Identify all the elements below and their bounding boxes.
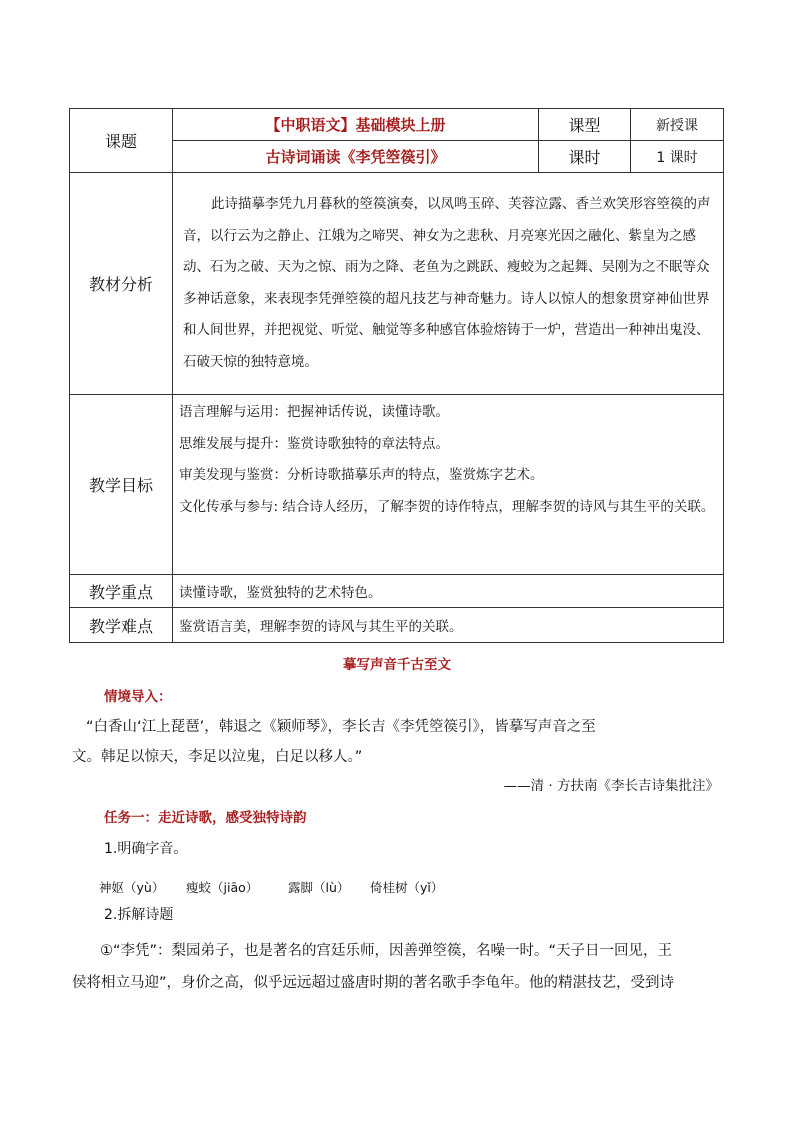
analysis-cell (173, 173, 724, 395)
title-line-1: 【中职语文】基础模块上册 (173, 109, 539, 141)
type-label: 课型 (539, 109, 631, 141)
goal-item: 思维发展与提升：鉴赏诗歌独特的章法特点。 (179, 435, 449, 452)
difficulty-text: 鉴赏语言美，理解李贺的诗风与其生平的关联。 (173, 608, 724, 643)
goals-label: 教学目标 (70, 395, 173, 575)
para-line-2: 侯将相立马迎”，身价之高，似乎远远超过盛唐时期的著名歌手李龟年。他的精湛技艺，受到诗 (72, 975, 675, 991)
pinyin-item: 露脚（lù） (288, 880, 350, 895)
task1-heading: 任务一：走近诗歌，感受独特诗韵 (104, 810, 307, 826)
goals-cell (173, 395, 724, 575)
intro-quote-line-2: 文。韩足以惊天，李足以泣鬼，白足以移人。” (72, 749, 363, 765)
keti-label: 课题 (70, 109, 173, 173)
goal-item: 语言理解与运用：把握神话传说，读懂诗歌。 (179, 404, 449, 420)
title-line-2: 古诗词诵读《李凭箜篌引》 (173, 141, 539, 173)
analysis-text: 此诗描摹李凭九月暮秋的箜篌演奏，以凤鸣玉碎、芙蓉泣露、香兰欢笑形容箜篌的声音，以行云为之静止、江娥为之啼哭、神女为之悲秋、月亮寒光因之融化、紫皇为之感动、石为之破、天为之惊、雨为之降、老鱼为之跳跃、瘦蛟为之起舞、吴刚为之不眠等众多神话意象，来表现李凭弹箜篌的超凡技艺与神奇魅力。诗人以惊人的想象贯穿神仙世界和人间世界，并把视觉、听觉、触觉等多种感官体验熔铸于一炉，营造出一种神出鬼没、石破天惊的独特意境。 (183, 196, 711, 370)
pinyin-item: 神妪（yù） (99, 880, 165, 895)
pinyin-item: 倚桂树（yǐ） (370, 880, 444, 895)
pinyin-item: 瘦蛟（jiāo） (186, 880, 259, 895)
intro-quote-line-1: “白香山‘江上琵琶’，韩退之《颖师琴》，李长吉《李凭箜篌引》，皆摹写声音之至 (86, 719, 596, 735)
intro-source: ——清 · 方扶南《李长吉诗集批注》 (503, 778, 719, 794)
intro-heading: 情境导入： (104, 689, 172, 705)
task1-step2: 2.拆解诗题 (104, 907, 174, 923)
focus-text: 读懂诗歌，鉴赏独特的艺术特色。 (173, 575, 724, 608)
lesson-plan-table (69, 108, 724, 643)
goal-item: 文化传承与参与: 结合诗人经历，了解李贺的诗作特点，理解李贺的诗风与其生平的关联。 (179, 498, 715, 515)
difficulty-label: 教学难点 (70, 608, 173, 643)
focus-label: 教学重点 (70, 575, 173, 608)
hours-label: 课时 (539, 141, 631, 173)
type-value: 新授课 (631, 109, 724, 141)
task1-step1: 1.明确字音。 (104, 841, 188, 857)
para-line-1: ①“李凭”：梨园弟子，也是著名的宫廷乐师，因善弹箜篌，名噪一时。“天子日一回见，王 (100, 943, 673, 959)
hours-value: 1 课时 (631, 141, 724, 173)
analysis-label: 教材分析 (70, 173, 173, 395)
section-title: 摹写声音千古至文 (343, 657, 451, 673)
goal-item: 审美发现与鉴赏：分析诗歌描摹乐声的特点，鉴赏炼字艺术。 (179, 467, 544, 484)
